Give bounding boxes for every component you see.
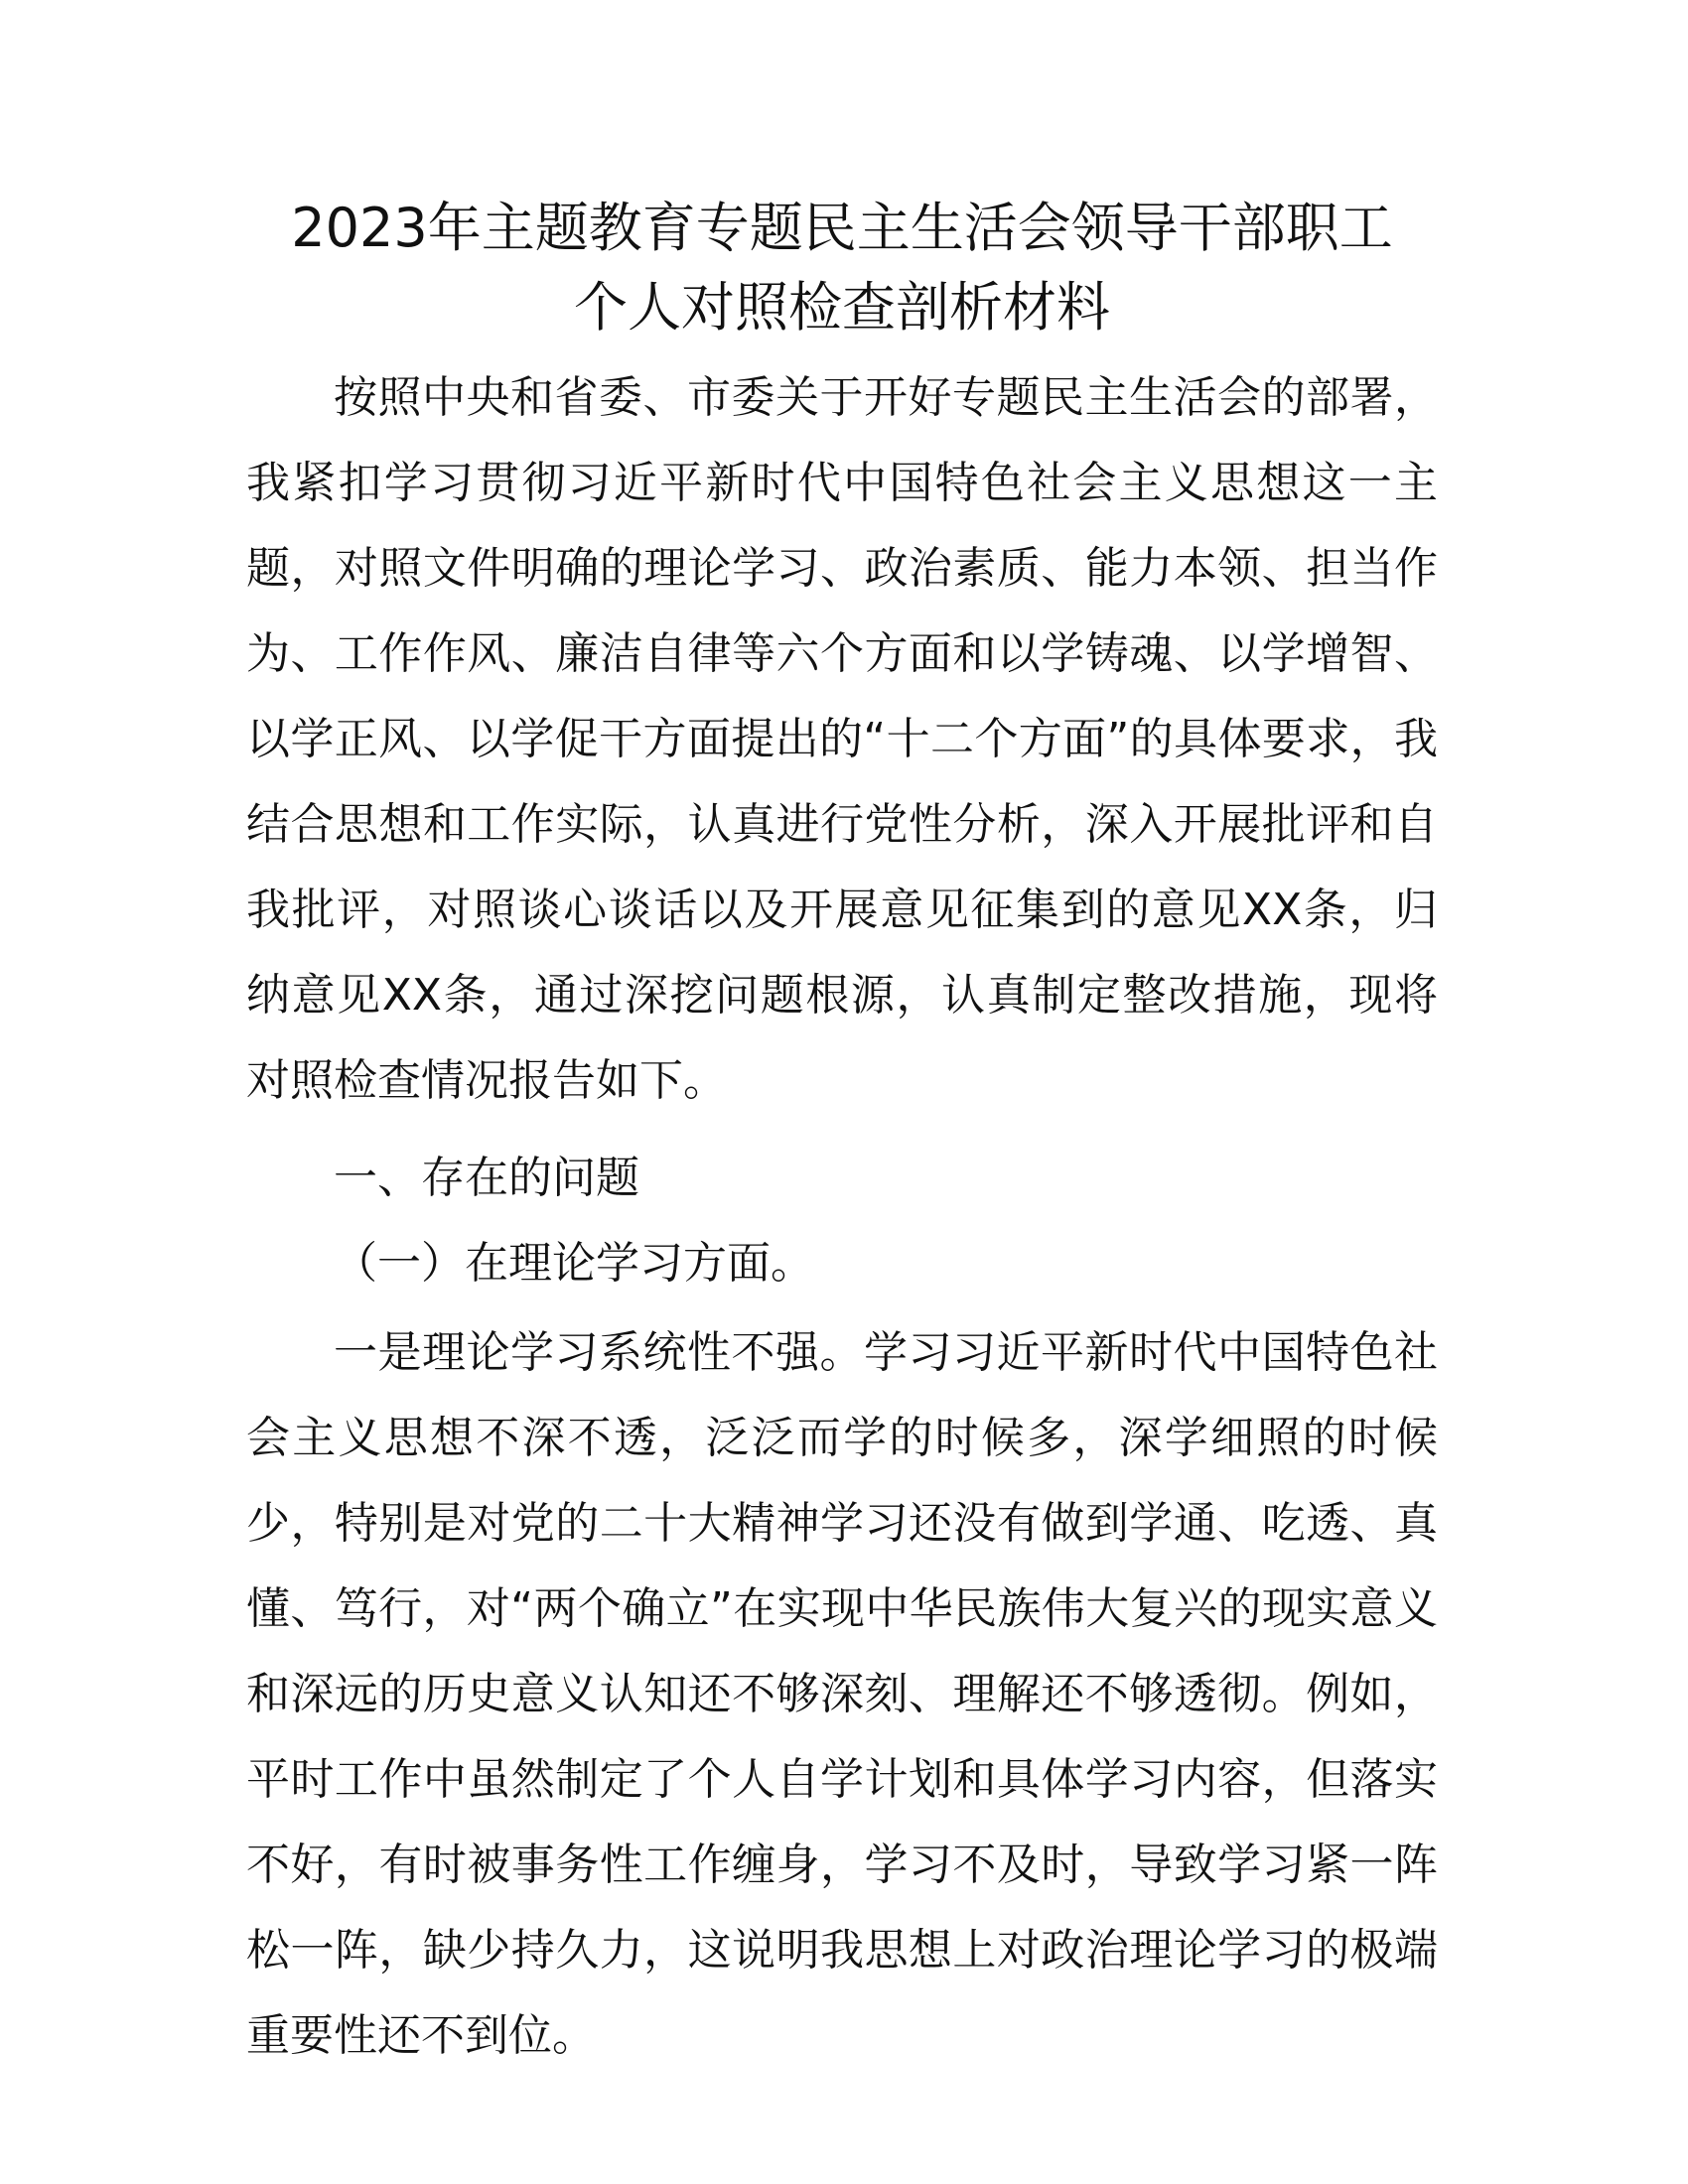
body-paragraph-1: 一是理论学习系统性不强。学习习近平新时代中国特色社会主义思想不深不透，泛泛而学的时候多，深学细照的时候少，特别是对党的二十大精神学习还没有做到学通、吃透、真懂、笃行，对“两个确立”在实现中华民族伟大复兴的现实意义和深远的历史意义认知还不够深刻、理解还不够透彻。例如，平时工作中虽然制定了个人自学计划和具体学习内容，但落实不好，有时被事务性工作缠身，学习不及时，导致学习紧一阵松一阵，缺少持久力，这说明我思想上对政治理论学习的极端重要性还不到位。 (246, 1327, 1438, 2061)
section-heading-problems: 一、存在的问题 (334, 1153, 639, 1203)
title-line-2: 个人对照检查剖析材料 (574, 276, 1110, 339)
document-content (246, 189, 1438, 2079)
subsection-heading-theory-study: （一）在理论学习方面。 (334, 1238, 814, 1289)
intro-paragraph: 按照中央和省委、市委关于开好专题民主生活会的部署，我紧扣学习贯彻习近平新时代中国特色社会主义思想这一主题，对照文件明确的理论学习、政治素质、能力本领、担当作为、工作作风、廉洁自律等六个方面和以学铸魂、以学增智、以学正风、以学促干方面提出的“十二个方面”的具体要求，我结合思想和工作实际，认真进行党性分析，深入开展批评和自我批评，对照谈心谈话以及开展意见征集到的意见XX条，归纳意见XX条，通过深挖问题根源，认真制定整改措施，现将对照检查情况报告如下。 (246, 372, 1438, 1106)
document-title (246, 189, 1438, 347)
title-line-1: 2023年主题教育专题民主生活会领导干部职工 (291, 197, 1393, 259)
